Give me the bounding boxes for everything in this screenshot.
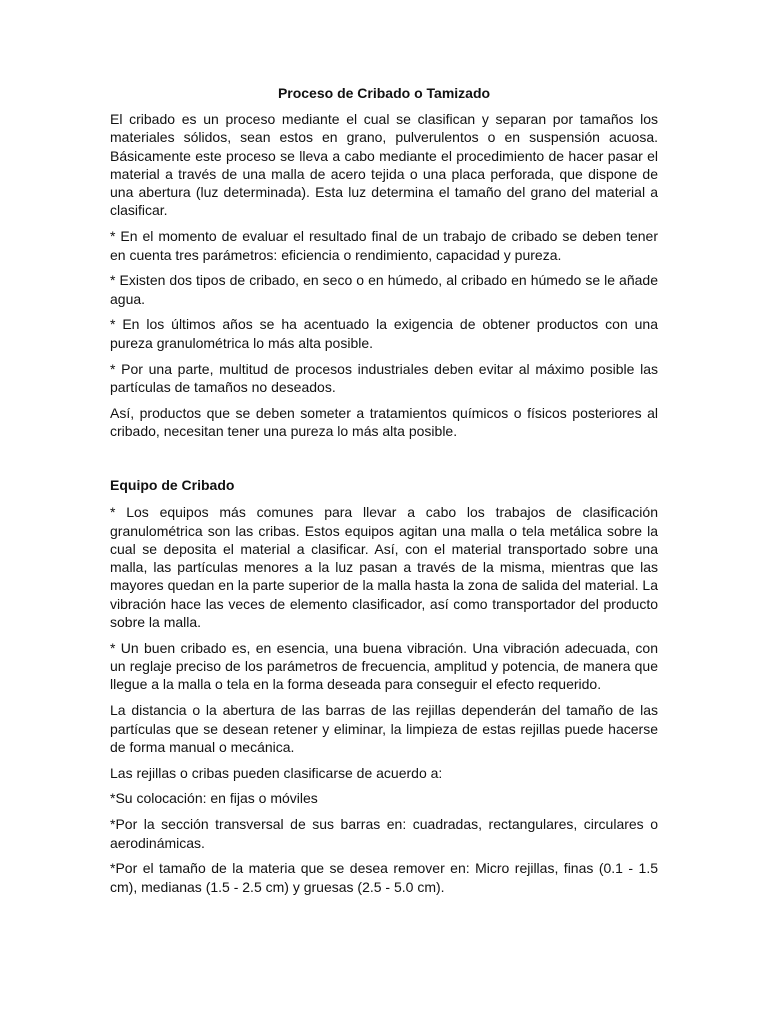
- intro-paragraph: * Existen dos tipos de cribado, en seco o en húmedo, al cribado en húmedo se le añade agua.: [110, 272, 658, 307]
- section-paragraph: La distancia o la abertura de las barras de las rejillas dependerán del tamaño de las partículas que se desean retener y eliminar, la limpieza de estas rejillas puede hacerse de forma manual o mecánica.: [110, 702, 658, 755]
- document-page: [110, 84, 658, 903]
- section-paragraph: * Los equipos más comunes para llevar a cabo los trabajos de clasificación granulométrica son las cribas. Estos equipos agitan una malla o tela metálica sobre la cual se deposita el material a clasificar. Así, con el material transportado sobre una malla, las partículas menores a la luz pasan a través de la misma, mientras que las mayores quedan en la parte superior de la malla hasta la zona de salida del material. La vibración hace las veces de elemento clasificador, así como transportador del producto sobre la malla.: [110, 504, 658, 631]
- intro-paragraph: * En el momento de evaluar el resultado final de un trabajo de cribado se deben tener en cuenta tres parámetros: eficiencia o rendimiento, capacidad y pureza.: [110, 228, 658, 263]
- section-paragraph: Las rejillas o cribas pueden clasificarse de acuerdo a:: [110, 764, 443, 781]
- intro-paragraph: * En los últimos años se ha acentuado la exigencia de obtener productos con una pureza granulométrica lo más alta posible.: [110, 316, 658, 351]
- section-paragraph: *Su colocación: en fijas o móviles: [110, 790, 318, 807]
- section-paragraph: *Por el tamaño de la materia que se desea remover en: Micro rejillas, finas (0.1 - 1.5 cm), medianas (1.5 - 2.5 cm) y gruesas (2.5 - 5.0 cm).: [110, 860, 658, 895]
- intro-paragraph: El cribado es un proceso mediante el cual se clasifican y separan por tamaños los materiales sólidos, sean estos en grano, pulverulentos o en suspensión acuosa. Básicamente este proceso se lleva a cabo mediante el procedimiento de hacer pasar el material a través de una malla de acero tejida o una placa perforada, que dispone de una abertura (luz determinada). Esta luz determina el tamaño del grano del material a clasificar.: [110, 111, 658, 219]
- section-paragraph: *Por la sección transversal de sus barras en: cuadradas, rectangulares, circulares o aerodinámicas.: [110, 816, 658, 851]
- intro-paragraph: * Por una parte, multitud de procesos industriales deben evitar al máximo posible las partículas de tamaños no deseados.: [110, 360, 658, 395]
- section-paragraph: * Un buen cribado es, en esencia, una buena vibración. Una vibración adecuada, con un reglaje preciso de los parámetros de frecuencia, amplitud y potencia, de manera que llegue a la malla o tela en la forma deseada para conseguir el efecto requerido.: [110, 639, 658, 693]
- section-title: Equipo de Cribado: [110, 477, 235, 494]
- intro-paragraph: Así, productos que se deben someter a tratamientos químicos o físicos posteriores al cribado, necesitan tener una pureza lo más alta posible.: [110, 404, 658, 439]
- document-title: Proceso de Cribado o Tamizado: [277, 85, 491, 101]
